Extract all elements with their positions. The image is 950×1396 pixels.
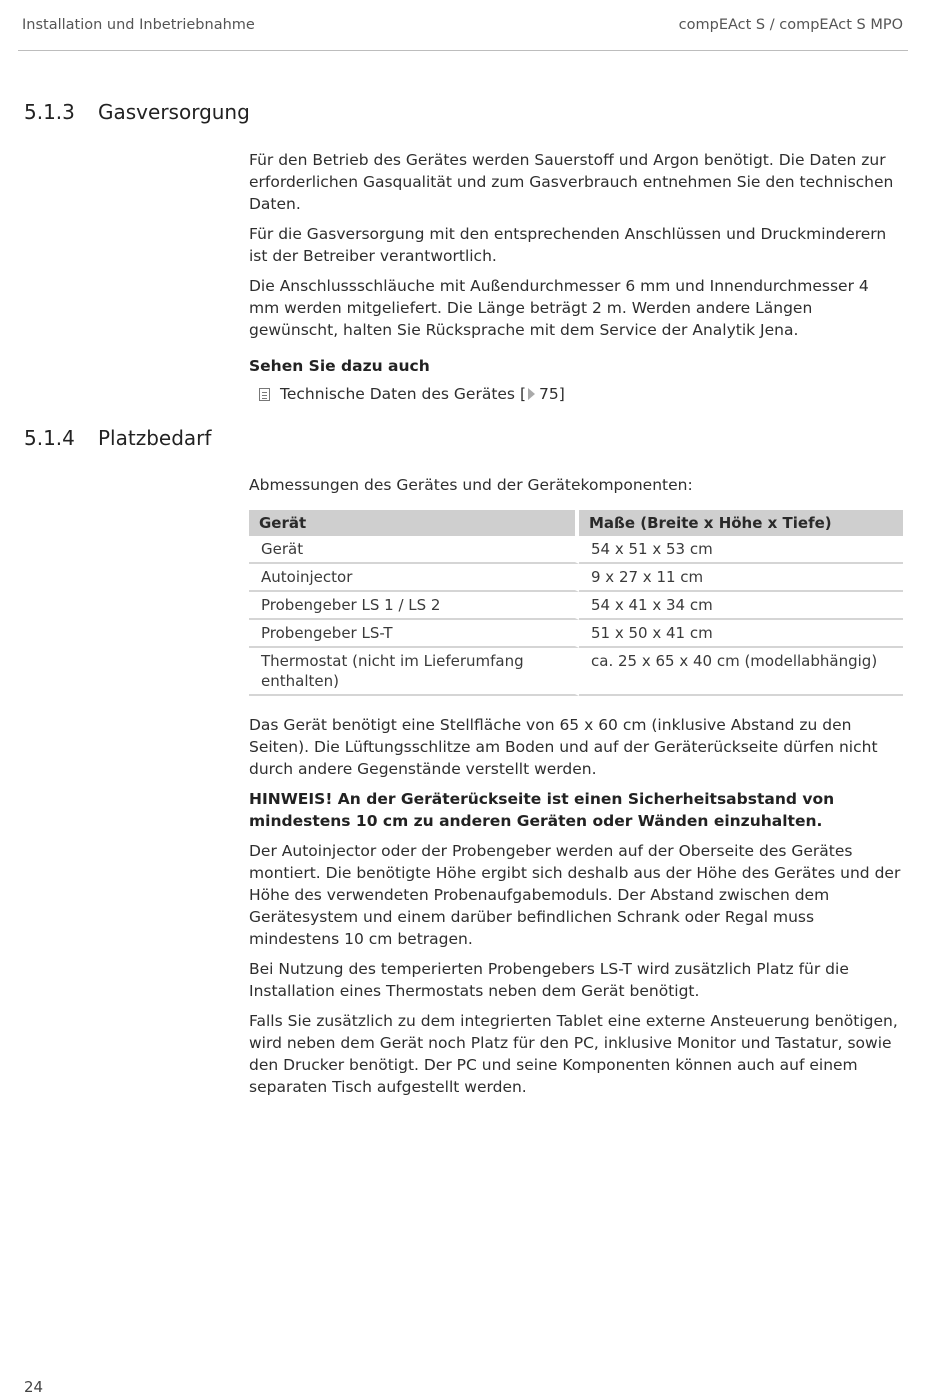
paragraph: Das Gerät benötigt eine Stellfläche von 65 x 60 cm (inklusive Abstand zu den Seiten). Die Lüftungsschlitze am Boden und auf der Geräterückseite dürfen nicht durch andere Gegenstände verstellt werden. [249, 716, 878, 778]
page-arrow-icon [528, 388, 535, 400]
paragraph: Falls Sie zusätzlich zu dem integrierten Tablet eine externe Ansteuerung benötigen, wird neben dem Gerät noch Platz für den PC, inklusive Monitor und Tastatur, sowie den Drucker benötigt. Der PC und seine Komponenten können auch auf einem separaten Tisch aufgestellt werden. [249, 1012, 898, 1096]
table-row [249, 592, 903, 620]
paragraph: Die Anschlussschläuche mit Außendurchmesser 6 mm und Innendurchmesser 4 mm werden mitgeliefert. Die Länge beträgt 2 m. Werden andere Längen gewünscht, halten Sie Rücksprache mit dem Service der Analytik Jena. [249, 277, 869, 339]
section-body-platzbedarf [249, 474, 903, 1106]
table-row [249, 648, 903, 696]
page-number: 24 [24, 1378, 44, 1396]
see-also-page-ref: 75] [539, 385, 565, 403]
section-heading-platzbedarf [24, 426, 211, 450]
paragraph: Bei Nutzung des temperierten Probengebers LS-T wird zusätzlich Platz für die Installation eines Thermostats neben dem Gerät benötigt. [249, 960, 849, 1000]
table-cell-device: Probengeber LS-T [249, 620, 579, 648]
table-header-row [249, 510, 903, 536]
table-cell-dimensions: 9 x 27 x 11 cm [579, 564, 903, 592]
see-also-link-label: Technische Daten des Gerätes [ [280, 385, 526, 403]
table-intro: Abmessungen des Gerätes und der Gerätekomponenten: [249, 476, 693, 494]
document-icon [259, 388, 270, 401]
table-cell-dimensions: ca. 25 x 65 x 40 cm (modellabhängig) [579, 648, 903, 696]
table-cell-dimensions: 51 x 50 x 41 cm [579, 620, 903, 648]
see-also-title: Sehen Sie dazu auch [249, 357, 430, 375]
section-number: 5.1.4 [24, 426, 75, 450]
page-header [18, 14, 908, 51]
table-cell-device: Gerät [249, 536, 579, 564]
section-title: Platzbedarf [98, 426, 212, 450]
paragraph: Für die Gasversorgung mit den entsprechenden Anschlüssen und Druckminderern ist der Betreiber verantwortlich. [249, 225, 887, 265]
table-row [249, 536, 903, 564]
section-body-gasversorgung [249, 149, 903, 405]
see-also-link[interactable] [259, 383, 903, 405]
column-header-geraet: Gerät [249, 510, 579, 536]
table-row [249, 564, 903, 592]
paragraph: Für den Betrieb des Gerätes werden Sauerstoff und Argon benötigt. Die Daten zur erforderlichen Gasqualität und zum Gasverbrauch entnehmen Sie den technischen Daten. [249, 151, 894, 213]
section-number: 5.1.3 [24, 100, 75, 124]
section-title: Gasversorgung [98, 100, 250, 124]
table-cell-device: Probengeber LS 1 / LS 2 [249, 592, 579, 620]
notice-paragraph: HINWEIS! An der Geräterückseite ist einen Sicherheitsabstand von mindestens 10 cm zu anderen Geräten oder Wänden einzuhalten. [249, 790, 835, 830]
table-cell-dimensions: 54 x 51 x 53 cm [579, 536, 903, 564]
section-heading-gasversorgung [24, 100, 250, 124]
table-cell-device: Autoinjector [249, 564, 579, 592]
column-header-masse: Maße (Breite x Höhe x Tiefe) [579, 510, 903, 536]
table-cell-device: Thermostat (nicht im Lieferumfang enthalten) [249, 648, 579, 696]
dimensions-table [249, 510, 903, 696]
header-product-name: compEAct S / compEAct S MPO [678, 17, 903, 33]
header-chapter-title: Installation und Inbetriebnahme [22, 17, 255, 33]
table-cell-dimensions: 54 x 41 x 34 cm [579, 592, 903, 620]
table-row [249, 620, 903, 648]
paragraph: Der Autoinjector oder der Probengeber werden auf der Oberseite des Gerätes montiert. Die benötigte Höhe ergibt sich deshalb aus der Höhe des Gerätes und der Höhe des verwendeten Probenaufgabemoduls. Der Abstand zwischen dem Gerätesystem und einem darüber befindlichen Schrank oder Regal muss mindestens 10 cm betragen. [249, 842, 901, 948]
